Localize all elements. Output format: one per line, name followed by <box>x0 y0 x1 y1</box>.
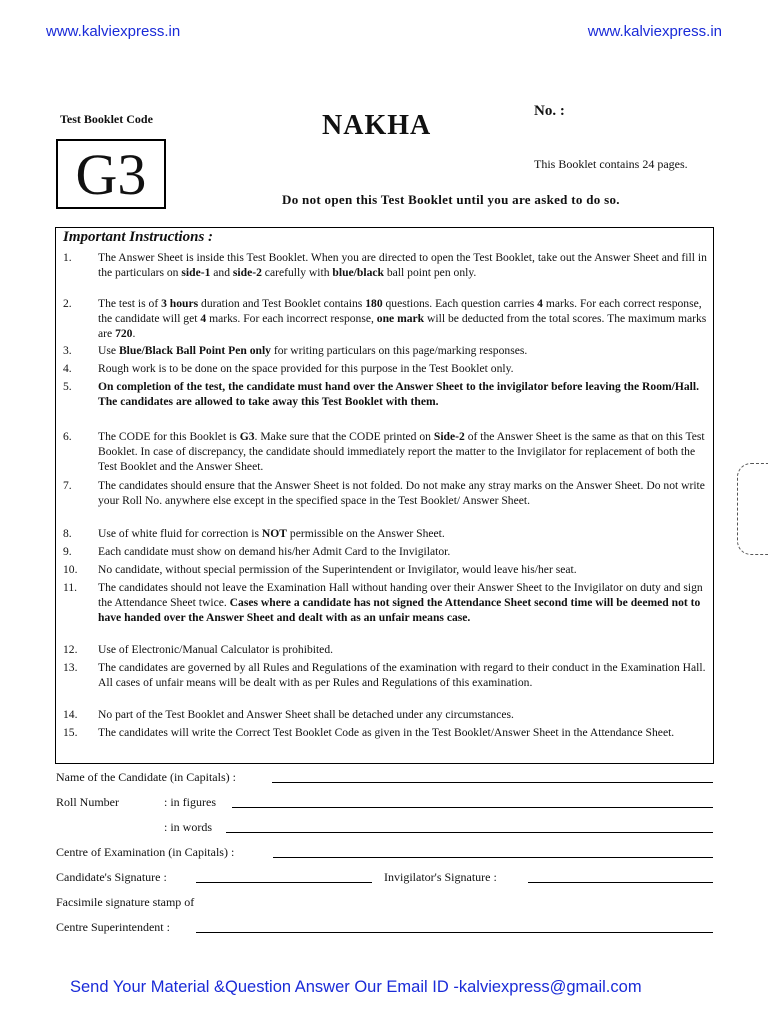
instruction-text-part: Side-2 <box>433 430 465 443</box>
instruction-number: 2. <box>63 297 72 310</box>
instruction-number: 9. <box>63 545 72 558</box>
facsimile-label: Facsimile signature stamp of <box>56 895 195 909</box>
instruction-text-part: The candidates should ensure that the Answer Sheet is not folded. Do not make any stray marks on the Answer Sheet. Do not write your Roll No. anywhere else except in the specified space in the Test Booklet/ Answer Sheet. <box>98 479 705 508</box>
instruction-text-part: Use of white fluid for correction is <box>98 527 262 540</box>
invigilator-signature-label: Invigilator's Signature : <box>384 870 497 884</box>
instruction-number: 4. <box>63 362 72 375</box>
instruction-text-part: duration and Test Booklet contains <box>198 297 366 310</box>
instruction-number: 1. <box>63 251 72 264</box>
roll-in-words-field[interactable] <box>226 832 713 833</box>
instruction-text-part: The Answer Sheet is inside this Test Booklet. When you are directed to open the Test Booklet, take out the Answer Sheet and fill in the particulars on <box>98 251 707 280</box>
instruction-text-part: Rough work is to be done on the space provided for this purpose in the Test Booklet only. <box>98 362 514 375</box>
superintendent-field[interactable] <box>196 932 713 933</box>
instruction-text-part: 3 hours <box>161 297 199 310</box>
instruction-text-part: Each candidate must show on demand his/her Admit Card to the Invigilator. <box>98 545 451 558</box>
instruction-text <box>98 660 708 690</box>
instruction-number: 13. <box>63 661 78 674</box>
instruction-text-part: The CODE for this Booklet is <box>98 430 240 443</box>
instruction-number: 8. <box>63 527 72 540</box>
pages-note: This Booklet contains 24 pages. <box>534 157 688 171</box>
instruction-text-part: The candidates will write the Correct Test Booklet Code as given in the Test Booklet/Answer Sheet in the Attendance Sheet. <box>98 726 675 739</box>
instruction-text-part: Use of Electronic/Manual Calculator is prohibited. <box>98 643 334 656</box>
instruction-number: 5. <box>63 380 72 393</box>
instruction-text <box>98 478 708 508</box>
instructions-heading: Important Instructions : <box>63 229 214 245</box>
instruction-text-part: The candidates are governed by all Rules and Regulations of the examination with regard to their conduct in the Examination Hall. All cases of unfair means will be dealt with as per Rules and Regulations of this examination. <box>98 661 706 690</box>
instruction-text <box>98 379 708 409</box>
booklet-code-label: Test Booklet Code <box>60 112 153 126</box>
candidate-name-label: Name of the Candidate (in Capitals) : <box>56 770 236 784</box>
instruction-text-part: side-1 <box>181 266 211 280</box>
roll-in-figures-label: : in figures <box>164 795 216 809</box>
invigilator-signature-field[interactable] <box>528 882 713 883</box>
instruction-text <box>98 526 708 541</box>
instruction-text-part: ball point pen only. <box>383 266 477 280</box>
instruction-number: 10. <box>63 563 78 576</box>
instruction-number: 11. <box>63 581 78 594</box>
instruction-text-part: The candidates should not leave the Examination Hall without handing over their Answer Sheet to the Invigilator on duty and sign the Attendance Sheet twice. <box>98 581 703 610</box>
instruction-text-part: and <box>210 266 233 280</box>
footer-contact: Send Your Material &Question Answer Our Email ID -kalviexpress@gmail.com <box>70 978 642 996</box>
instruction-text <box>98 343 708 358</box>
roll-number-label: Roll Number <box>56 795 119 809</box>
instruction-text <box>98 361 708 376</box>
instruction-text-part: No candidate, without special permission of the Superintendent or Invigilator, would leave his/her seat. <box>98 563 577 576</box>
instruction-text <box>98 725 708 740</box>
roll-in-words-label: : in words <box>164 820 212 834</box>
superintendent-label: Centre Superintendent : <box>56 920 170 934</box>
instruction-text-part: . <box>132 327 136 341</box>
instruction-text-part: carefully with <box>261 266 333 280</box>
instruction-text <box>98 296 708 342</box>
instruction-text-part: The test is of <box>98 297 162 310</box>
instruction-text <box>98 562 708 577</box>
instruction-text-part: 4 <box>537 297 543 310</box>
instruction-text-part: 720 <box>115 327 133 341</box>
instruction-text-part: for writing particulars on this page/marking responses. <box>270 344 528 357</box>
instruction-text <box>98 429 708 475</box>
instruction-text-part: side-2 <box>232 266 262 280</box>
candidate-signature-label: Candidate's Signature : <box>56 870 167 884</box>
instruction-text <box>98 642 708 657</box>
booklet-number-label: No. : <box>534 103 565 119</box>
page-title: NAKHA <box>322 110 432 141</box>
site-link-right[interactable]: www.kalviexpress.in <box>587 23 722 40</box>
roll-in-figures-field[interactable] <box>232 807 713 808</box>
instruction-text <box>98 707 708 722</box>
instruction-text-part: of the Answer Sheet is the same as that on this Test Booklet. In case of discrepancy, the candidate should immediately report the matter to the Invigilator for replacement of both the Test Booklet and the Answer Sheet. <box>98 430 705 474</box>
instruction-text <box>98 544 708 559</box>
site-link-left[interactable]: www.kalviexpress.in <box>46 23 181 40</box>
candidate-signature-field[interactable] <box>196 882 372 883</box>
instruction-text-part: will be deducted from the total scores. The maximum marks are <box>98 312 707 341</box>
instruction-text-part: questions. Each question carries <box>382 297 538 310</box>
candidate-name-field[interactable] <box>272 782 713 783</box>
centre-field[interactable] <box>273 857 713 858</box>
instruction-text-part: G3 <box>239 430 255 443</box>
instruction-text-part: permissible on the Answer Sheet. <box>287 527 445 540</box>
instruction-number: 12. <box>63 643 78 656</box>
dashed-margin-tab <box>737 463 768 555</box>
instruction-number: 15. <box>63 726 78 739</box>
instruction-text <box>98 580 708 626</box>
instruction-text-part: Cases where a candidate has not signed the Attendance Sheet second time will be deemed not to have handed over the Answer Sheet and dealt with as an unfair means case. <box>98 596 701 625</box>
instruction-number: 14. <box>63 708 78 721</box>
instruction-text-part: Blue/Black Ball Point Pen only <box>118 344 271 357</box>
instruction-number: 6. <box>63 430 72 443</box>
instruction-text-part: marks. For each correct response, the candidate will get <box>98 297 702 326</box>
instruction-number: 3. <box>63 344 72 357</box>
instruction-text-part: On completion of the test, the candidate must hand over the Answer Sheet to the invigilator before leaving the Room/Hall. The candidates are allowed to take away this Test Booklet with them. <box>98 380 700 409</box>
instruction-text-part: marks. For each incorrect response, <box>206 312 377 326</box>
instruction-text-part: 4 <box>200 312 207 326</box>
instruction-number: 7. <box>63 479 72 492</box>
centre-label: Centre of Examination (in Capitals) : <box>56 845 235 859</box>
instruction-text <box>98 250 708 280</box>
instruction-text-part: NOT <box>261 527 287 540</box>
instruction-text-part: one mark <box>376 312 425 326</box>
open-warning: Do not open this Test Booklet until you are asked to do so. <box>282 192 620 207</box>
instruction-text-part: blue/black <box>332 266 384 280</box>
instruction-text-part: Use <box>98 344 119 357</box>
instruction-text-part: 180 <box>365 297 383 310</box>
booklet-code-box: G3 <box>56 139 166 209</box>
instruction-text-part: . Make sure that the CODE printed on <box>254 430 434 443</box>
instruction-text-part: No part of the Test Booklet and Answer Sheet shall be detached under any circumstances. <box>98 708 514 721</box>
